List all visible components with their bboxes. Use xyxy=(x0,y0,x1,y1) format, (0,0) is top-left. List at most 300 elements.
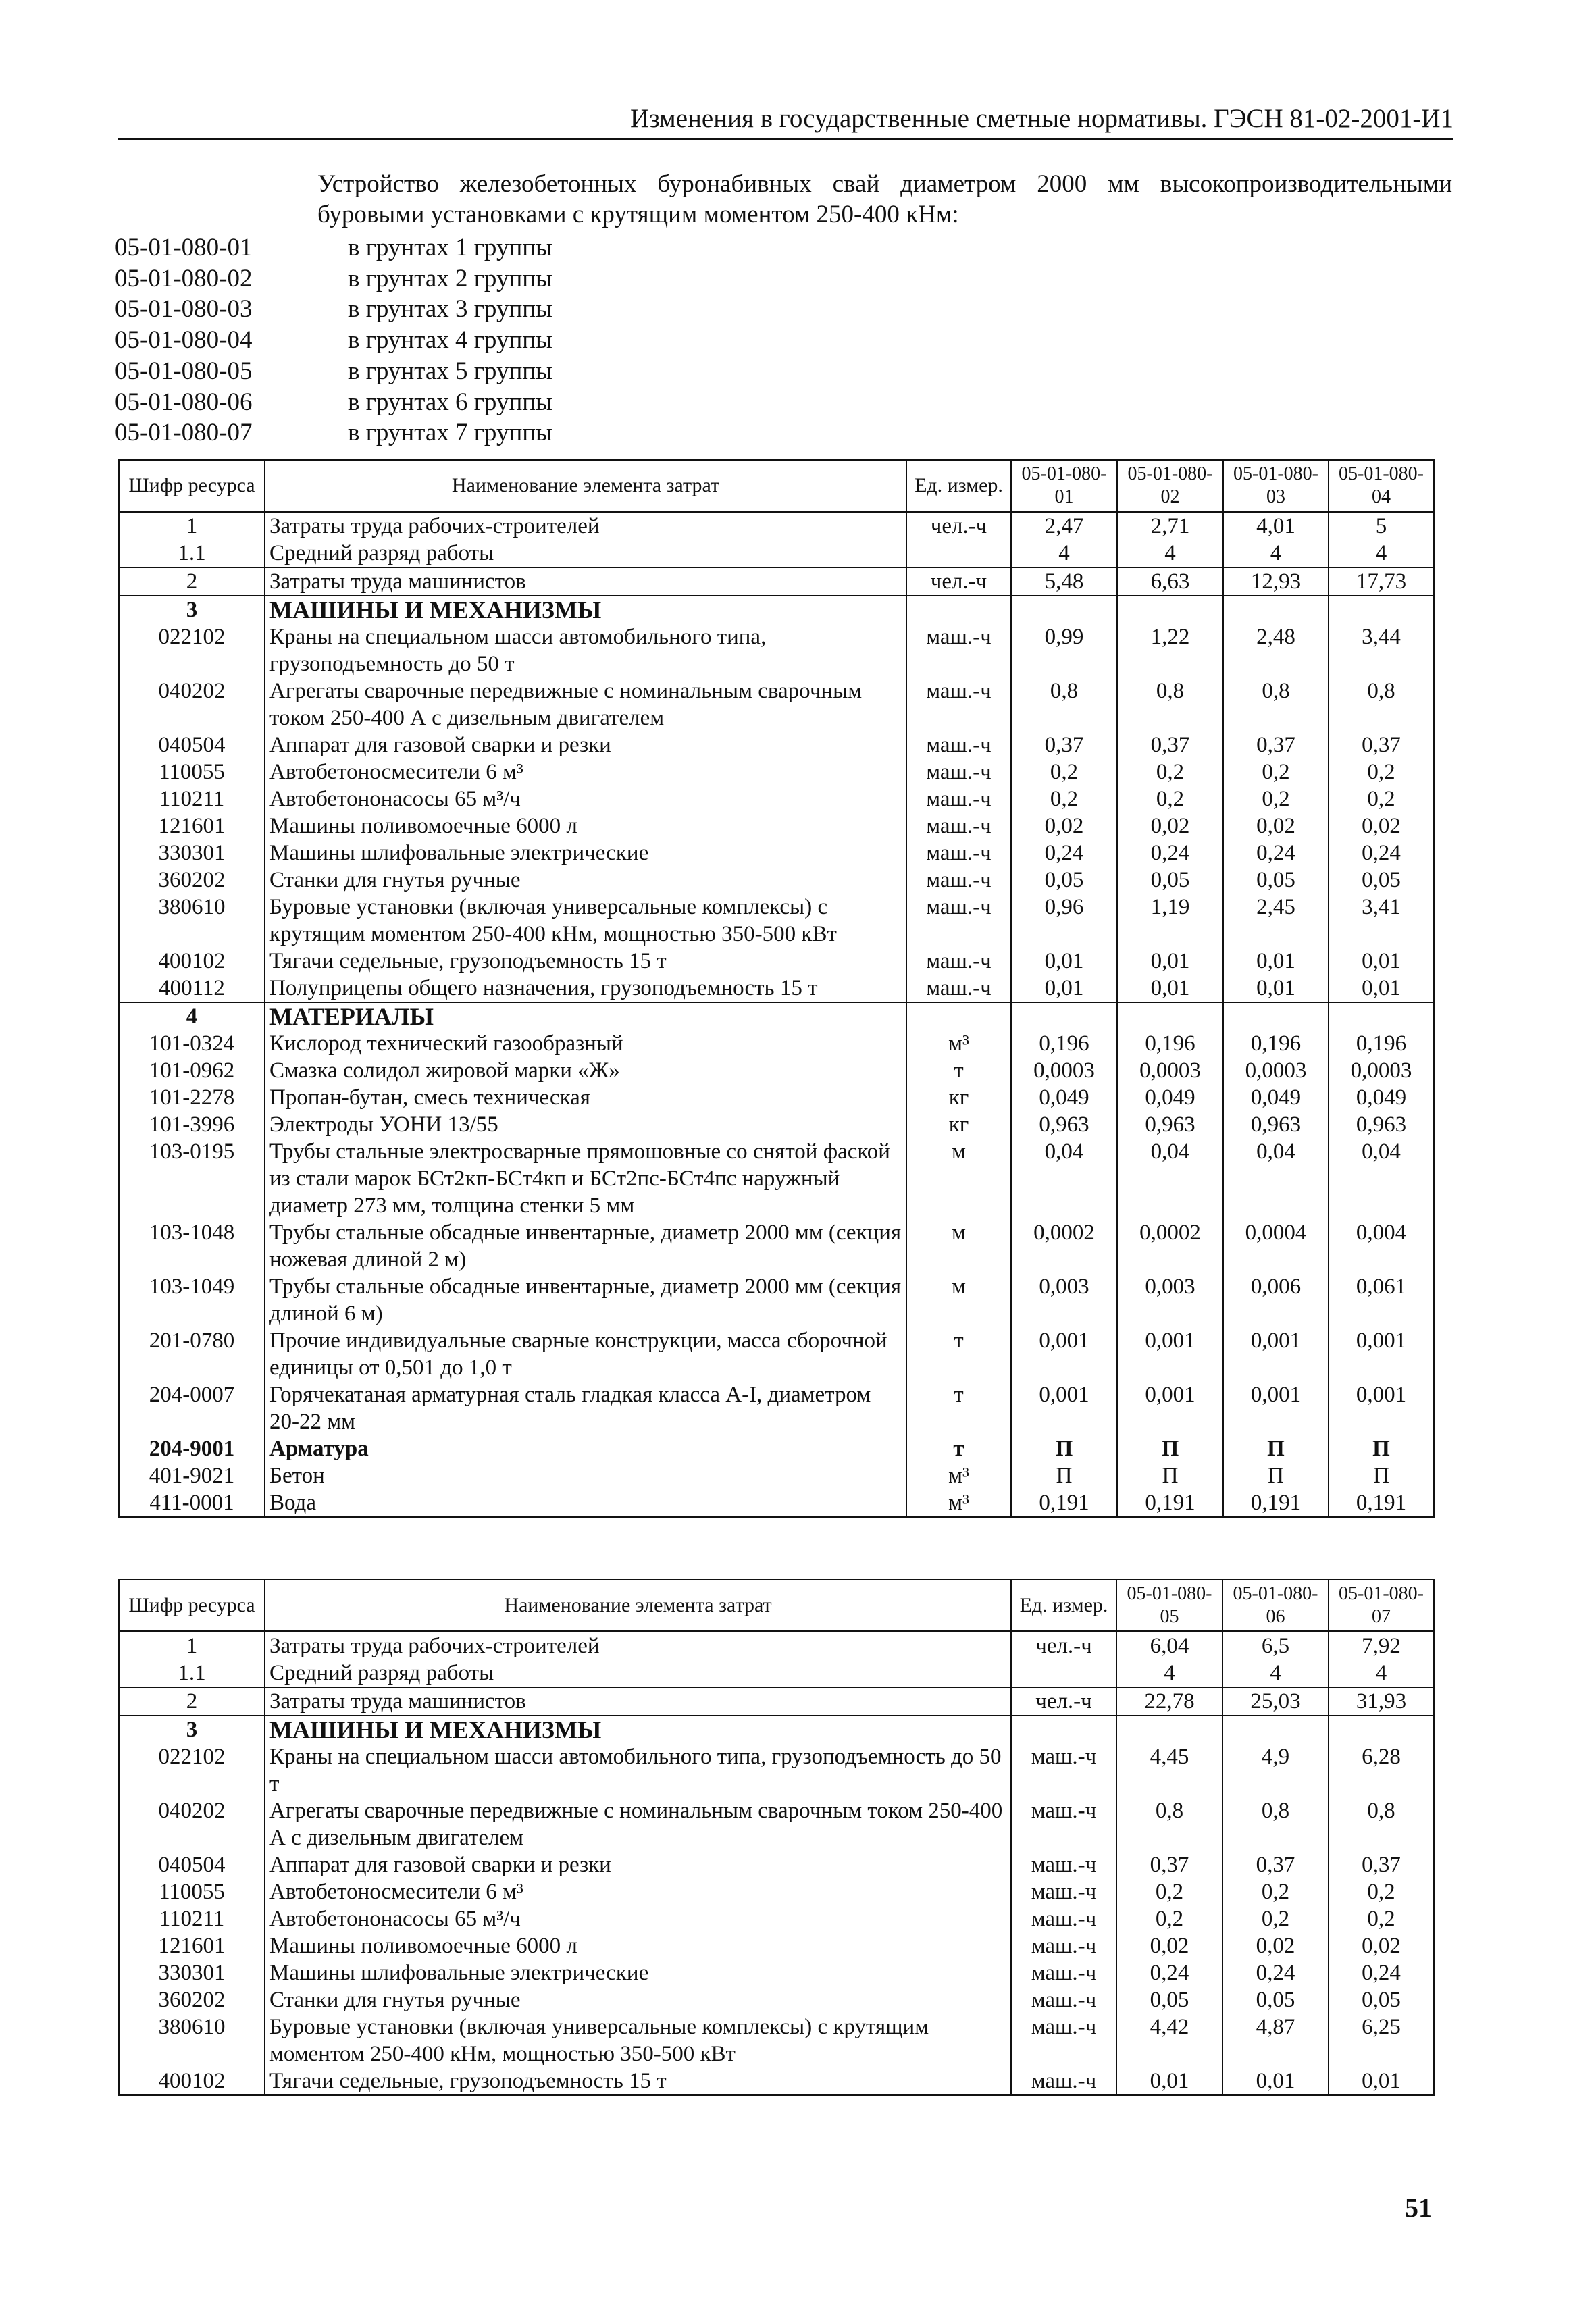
code-list-item xyxy=(115,325,552,356)
unit-of-measure: маш.-ч xyxy=(906,623,1011,677)
cost-element-name: Машины шлифовальные электрические xyxy=(265,840,906,867)
unit-of-measure: маш.-ч xyxy=(1011,1743,1116,1797)
norm-value: 0,2 xyxy=(1116,1905,1222,1932)
cost-element-name: Затраты труда машинистов xyxy=(265,1687,1011,1716)
col-header-resource-code: Шифр ресурса xyxy=(119,460,265,511)
section-header-row xyxy=(119,1716,1434,1743)
table-row xyxy=(119,1327,1434,1381)
norm-value: 0,01 xyxy=(1223,948,1329,975)
cost-element-name: Электроды УОНИ 13/55 xyxy=(265,1111,906,1138)
norm-value: 3,41 xyxy=(1329,894,1434,948)
table-row xyxy=(119,1462,1434,1489)
resource-code: 121601 xyxy=(119,1932,265,1959)
norm-value: П xyxy=(1117,1462,1223,1489)
unit-of-measure xyxy=(906,540,1011,567)
table-row xyxy=(119,1219,1434,1273)
norm-value: 0,049 xyxy=(1223,1084,1329,1111)
norm-value: 0,04 xyxy=(1117,1138,1223,1219)
norm-value: 4,45 xyxy=(1116,1743,1222,1797)
norm-value: 0,05 xyxy=(1223,867,1329,894)
unit-of-measure: т xyxy=(906,1057,1011,1084)
unit-of-measure xyxy=(1011,1660,1116,1687)
code-description: в грунтах 2 группы xyxy=(348,264,552,292)
table-row xyxy=(119,1381,1434,1435)
resource-code: 101-0962 xyxy=(119,1057,265,1084)
norm-value: 0,2 xyxy=(1329,1905,1434,1932)
norm-value: 0,2 xyxy=(1329,786,1434,813)
cost-element-name: Трубы стальные обсадные инвентарные, диаметр 2000 мм (секция ножевая длиной 2 м) xyxy=(265,1219,906,1273)
resource-table-1 xyxy=(118,459,1435,1518)
col-header-unit: Ед. измер. xyxy=(906,460,1011,511)
resource-code: 022102 xyxy=(119,1743,265,1797)
norm-value: 0,05 xyxy=(1117,867,1223,894)
resource-code: 330301 xyxy=(119,840,265,867)
norm-value: 0,196 xyxy=(1329,1030,1434,1057)
resource-code: 110055 xyxy=(119,759,265,786)
norm-value: 0,05 xyxy=(1011,867,1117,894)
norm-value: 7,92 xyxy=(1329,1631,1434,1660)
resource-code: 110211 xyxy=(119,1905,265,1932)
norm-value: П xyxy=(1329,1462,1434,1489)
norm-value: 0,2 xyxy=(1329,1878,1434,1905)
unit-of-measure: чел.-ч xyxy=(1011,1631,1116,1660)
resource-code: 1 xyxy=(119,1631,265,1660)
norm-value xyxy=(1117,596,1223,623)
norm-value: 0,24 xyxy=(1329,1959,1434,1986)
resource-code: 101-0324 xyxy=(119,1030,265,1057)
resource-code: 3 xyxy=(119,596,265,623)
resource-code: 4 xyxy=(119,1002,265,1030)
unit-of-measure: маш.-ч xyxy=(1011,2013,1116,2067)
norm-value: 0,191 xyxy=(1011,1489,1117,1517)
unit-of-measure xyxy=(1011,1716,1116,1743)
resource-code: 110211 xyxy=(119,786,265,813)
norm-value: 0,191 xyxy=(1117,1489,1223,1517)
norm-value: 4,42 xyxy=(1116,2013,1222,2067)
norm-value: 0,02 xyxy=(1011,813,1117,840)
unit-of-measure: маш.-ч xyxy=(906,786,1011,813)
cost-element-name: Краны на специальном шасси автомобильного типа, грузоподъемность до 50 т xyxy=(265,623,906,677)
header-title: Изменения в государственные сметные нормативы. ГЭСН 81-02-2001-И1 xyxy=(630,104,1453,133)
cost-element-name: Затраты труда машинистов xyxy=(265,567,906,596)
unit-of-measure: маш.-ч xyxy=(906,975,1011,1002)
code-description: в грунтах 6 группы xyxy=(348,388,552,416)
norm-value: 0,2 xyxy=(1116,1878,1222,1905)
norm-value: 0,02 xyxy=(1223,813,1329,840)
norm-value: 4 xyxy=(1329,1660,1434,1687)
norm-value: 0,96 xyxy=(1011,894,1117,948)
table-row xyxy=(119,731,1434,759)
norm-value: 4,9 xyxy=(1222,1743,1329,1797)
cost-element-name: Средний разряд работы xyxy=(265,1660,1011,1687)
norm-value: 0,006 xyxy=(1223,1273,1329,1327)
unit-of-measure: маш.-ч xyxy=(906,677,1011,731)
norm-value: 17,73 xyxy=(1329,567,1434,596)
col-header-cost-element: Наименование элемента затрат xyxy=(265,460,906,511)
norm-value: 0,24 xyxy=(1223,840,1329,867)
code-number: 05-01-080-02 xyxy=(115,264,253,292)
page-header xyxy=(118,101,1453,140)
col-header-norm-03: 05-01-080-03 xyxy=(1223,460,1329,511)
resource-code: 103-1048 xyxy=(119,1219,265,1273)
norm-value: 0,01 xyxy=(1117,975,1223,1002)
norm-value: 0,8 xyxy=(1011,677,1117,731)
resource-code: 040202 xyxy=(119,1797,265,1851)
table-row xyxy=(119,1273,1434,1327)
resource-code: 400102 xyxy=(119,948,265,975)
table-row xyxy=(119,1687,1434,1716)
norm-value: 0,01 xyxy=(1329,948,1434,975)
unit-of-measure: кг xyxy=(906,1084,1011,1111)
norm-value: 0,2 xyxy=(1222,1878,1329,1905)
norm-value: 31,93 xyxy=(1329,1687,1434,1716)
code-description: в грунтах 3 группы xyxy=(348,295,552,324)
norm-value: 0,24 xyxy=(1329,840,1434,867)
resource-code: 101-2278 xyxy=(119,1084,265,1111)
unit-of-measure: маш.-ч xyxy=(1011,1932,1116,1959)
resource-code: 400102 xyxy=(119,2067,265,2095)
norm-value: 0,2 xyxy=(1222,1905,1329,1932)
table-row xyxy=(119,567,1434,596)
norm-value: 0,963 xyxy=(1329,1111,1434,1138)
unit-of-measure: м xyxy=(906,1219,1011,1273)
norm-value: П xyxy=(1117,1435,1223,1462)
norm-value: 0,01 xyxy=(1011,975,1117,1002)
norm-value: 6,63 xyxy=(1117,567,1223,596)
norm-value: 4 xyxy=(1329,540,1434,567)
resource-code: 040202 xyxy=(119,677,265,731)
norm-value: 0,37 xyxy=(1329,731,1434,759)
resource-code: 330301 xyxy=(119,1959,265,1986)
unit-of-measure: маш.-ч xyxy=(906,894,1011,948)
norm-value: 0,196 xyxy=(1011,1030,1117,1057)
norm-value: 1,19 xyxy=(1117,894,1223,948)
norm-value: 4 xyxy=(1116,1660,1222,1687)
table-row xyxy=(119,1631,1434,1660)
norm-value: 0,99 xyxy=(1011,623,1117,677)
col-header-cost-element: Наименование элемента затрат xyxy=(265,1580,1011,1631)
cost-element-name: Автобетононасосы 65 м³/ч xyxy=(265,1905,1011,1932)
norm-value: П xyxy=(1223,1435,1329,1462)
cost-element-name: МАШИНЫ И МЕХАНИЗМЫ xyxy=(265,596,906,623)
table-row xyxy=(119,1932,1434,1959)
resource-code: 103-1049 xyxy=(119,1273,265,1327)
page-number: 51 xyxy=(1405,2192,1432,2223)
norm-value xyxy=(1329,1716,1434,1743)
cost-element-name: Тягачи седельные, грузоподъемность 15 т xyxy=(265,948,906,975)
norm-value: 2,48 xyxy=(1223,623,1329,677)
cost-element-name: Аппарат для газовой сварки и резки xyxy=(265,731,906,759)
norm-value: 0,01 xyxy=(1222,2067,1329,2095)
unit-of-measure: кг xyxy=(906,1111,1011,1138)
norm-value: 0,02 xyxy=(1116,1932,1222,1959)
resource-code: 1.1 xyxy=(119,540,265,567)
norm-value: П xyxy=(1011,1435,1117,1462)
norm-value: 0,24 xyxy=(1011,840,1117,867)
norm-value: 0,02 xyxy=(1329,1932,1434,1959)
norm-value: 0,01 xyxy=(1223,975,1329,1002)
norm-value: 0,8 xyxy=(1329,1797,1434,1851)
cost-element-name: Вода xyxy=(265,1489,906,1517)
norm-value: 4 xyxy=(1117,540,1223,567)
unit-of-measure: маш.-ч xyxy=(906,948,1011,975)
col-header-unit: Ед. измер. xyxy=(1011,1580,1116,1631)
norm-value xyxy=(1011,1002,1117,1030)
norm-value: 4 xyxy=(1011,540,1117,567)
norm-value: 0,2 xyxy=(1223,786,1329,813)
norm-value: 0,191 xyxy=(1223,1489,1329,1517)
resource-code: 121601 xyxy=(119,813,265,840)
unit-of-measure: т xyxy=(906,1381,1011,1435)
norm-value: 0,0003 xyxy=(1011,1057,1117,1084)
norm-value xyxy=(1329,596,1434,623)
cost-element-name: Пропан-бутан, смесь техническая xyxy=(265,1084,906,1111)
cost-element-name: Машины поливомоечные 6000 л xyxy=(265,1932,1011,1959)
norm-value: 0,2 xyxy=(1329,759,1434,786)
norm-value: 0,2 xyxy=(1117,759,1223,786)
table-row xyxy=(119,1851,1434,1878)
norm-value: 0,8 xyxy=(1223,677,1329,731)
norm-value: 0,01 xyxy=(1011,948,1117,975)
code-number: 05-01-080-04 xyxy=(115,326,253,355)
norm-value: 2,45 xyxy=(1223,894,1329,948)
cost-element-name: Буровые установки (включая универсальные комплексы) с крутящим моментом 250-400 кНм, мощностью 350-500 кВт xyxy=(265,894,906,948)
norm-value: 0,049 xyxy=(1117,1084,1223,1111)
cost-element-name: Средний разряд работы xyxy=(265,540,906,567)
norm-value: 0,0004 xyxy=(1223,1219,1329,1273)
resource-code: 022102 xyxy=(119,623,265,677)
cost-element-name: Арматура xyxy=(265,1435,906,1462)
resource-code: 204-0007 xyxy=(119,1381,265,1435)
unit-of-measure: м xyxy=(906,1138,1011,1219)
norm-value: 0,04 xyxy=(1223,1138,1329,1219)
table-row xyxy=(119,2013,1434,2067)
norm-value: 0,05 xyxy=(1116,1986,1222,2013)
table-row xyxy=(119,1743,1434,1797)
cost-element-name: Аппарат для газовой сварки и резки xyxy=(265,1851,1011,1878)
resource-code: 101-3996 xyxy=(119,1111,265,1138)
norm-value: 0,01 xyxy=(1329,975,1434,1002)
table-row xyxy=(119,786,1434,813)
table-row xyxy=(119,623,1434,677)
code-list-item xyxy=(115,294,552,325)
norm-value: 0,2 xyxy=(1223,759,1329,786)
resource-code: 2 xyxy=(119,1687,265,1716)
unit-of-measure: маш.-ч xyxy=(906,813,1011,840)
cost-element-name: Прочие индивидуальные сварные конструкции, масса сборочной единицы от 0,501 до 1,0 т xyxy=(265,1327,906,1381)
resource-code: 110055 xyxy=(119,1878,265,1905)
table-row xyxy=(119,975,1434,1002)
unit-of-measure: маш.-ч xyxy=(1011,1959,1116,1986)
table-row xyxy=(119,1986,1434,2013)
norm-value: 0,02 xyxy=(1117,813,1223,840)
col-header-norm-02: 05-01-080-02 xyxy=(1117,460,1223,511)
section-header-row xyxy=(119,596,1434,623)
norm-value: 0,04 xyxy=(1329,1138,1434,1219)
resource-code: 401-9021 xyxy=(119,1462,265,1489)
norm-value: 4 xyxy=(1223,540,1329,567)
table-row xyxy=(119,1138,1434,1219)
norm-value xyxy=(1011,596,1117,623)
col-header-norm-07: 05-01-080-07 xyxy=(1329,1580,1434,1631)
norm-value: 0,0003 xyxy=(1117,1057,1223,1084)
norm-value: 0,37 xyxy=(1329,1851,1434,1878)
cost-element-name: Агрегаты сварочные передвижные с номинальным сварочным током 250-400 А с дизельным двигателем xyxy=(265,677,906,731)
norm-value: 0,05 xyxy=(1329,867,1434,894)
norm-value: 6,28 xyxy=(1329,1743,1434,1797)
cost-element-name: Автобетоносмесители 6 м³ xyxy=(265,1878,1011,1905)
resource-code: 400112 xyxy=(119,975,265,1002)
code-list xyxy=(115,232,552,448)
norm-value xyxy=(1117,1002,1223,1030)
code-list-item xyxy=(115,356,552,387)
code-list-item xyxy=(115,417,552,448)
resource-code: 103-0195 xyxy=(119,1138,265,1219)
unit-of-measure: маш.-ч xyxy=(906,840,1011,867)
resource-code: 360202 xyxy=(119,1986,265,2013)
norm-value: 0,003 xyxy=(1011,1273,1117,1327)
norm-value: 0,0002 xyxy=(1011,1219,1117,1273)
norm-value: 0,001 xyxy=(1011,1381,1117,1435)
unit-of-measure xyxy=(906,1002,1011,1030)
norm-value: 0,05 xyxy=(1329,1986,1434,2013)
code-list-item xyxy=(115,263,552,294)
table-row xyxy=(119,1030,1434,1057)
norm-value: 0,04 xyxy=(1011,1138,1117,1219)
norm-value: 0,963 xyxy=(1011,1111,1117,1138)
cost-element-name: Горячекатаная арматурная сталь гладкая класса А-I, диаметром 20-22 мм xyxy=(265,1381,906,1435)
col-header-resource-code: Шифр ресурса xyxy=(119,1580,265,1631)
table-header-row xyxy=(119,1580,1434,1631)
resource-code: 380610 xyxy=(119,2013,265,2067)
code-list-item xyxy=(115,387,552,418)
table-row xyxy=(119,840,1434,867)
norm-value: 0,24 xyxy=(1117,840,1223,867)
norm-value xyxy=(1329,1002,1434,1030)
table-row xyxy=(119,813,1434,840)
section-header-row xyxy=(119,1002,1434,1030)
cost-element-name: Затраты труда рабочих-строителей xyxy=(265,511,906,540)
unit-of-measure: маш.-ч xyxy=(1011,2067,1116,2095)
norm-value: 0,049 xyxy=(1011,1084,1117,1111)
cost-element-name: МАШИНЫ И МЕХАНИЗМЫ xyxy=(265,1716,1011,1743)
norm-value: 0,0002 xyxy=(1117,1219,1223,1273)
cost-element-name: Трубы стальные обсадные инвентарные, диаметр 2000 мм (секция длиной 6 м) xyxy=(265,1273,906,1327)
table-row xyxy=(119,1057,1434,1084)
norm-value: 0,001 xyxy=(1223,1327,1329,1381)
table-row xyxy=(119,1435,1434,1462)
code-number: 05-01-080-07 xyxy=(115,419,253,447)
cost-element-name: Затраты труда рабочих-строителей xyxy=(265,1631,1011,1660)
unit-of-measure: маш.-ч xyxy=(1011,1905,1116,1932)
code-number: 05-01-080-06 xyxy=(115,388,253,416)
norm-value: 0,37 xyxy=(1222,1851,1329,1878)
norm-value: 0,196 xyxy=(1223,1030,1329,1057)
table-row xyxy=(119,1111,1434,1138)
resource-code: 3 xyxy=(119,1716,265,1743)
code-number: 05-01-080-03 xyxy=(115,295,253,324)
resource-table-2 xyxy=(118,1579,1435,2096)
norm-value: 5 xyxy=(1329,511,1434,540)
resource-code: 201-0780 xyxy=(119,1327,265,1381)
resource-code: 360202 xyxy=(119,867,265,894)
cost-element-name: Автобетононасосы 65 м³/ч xyxy=(265,786,906,813)
norm-value: 0,01 xyxy=(1329,2067,1434,2095)
norm-value: П xyxy=(1011,1462,1117,1489)
unit-of-measure: маш.-ч xyxy=(1011,1851,1116,1878)
norm-value: П xyxy=(1223,1462,1329,1489)
code-number: 05-01-080-01 xyxy=(115,234,253,261)
unit-of-measure: чел.-ч xyxy=(906,511,1011,540)
norm-value: 0,01 xyxy=(1116,2067,1222,2095)
unit-of-measure: маш.-ч xyxy=(906,759,1011,786)
cost-element-name: Смазка солидол жировой марки «Ж» xyxy=(265,1057,906,1084)
norm-value: 0,37 xyxy=(1117,731,1223,759)
norm-value: 0,02 xyxy=(1222,1932,1329,1959)
code-description: в грунтах 1 группы xyxy=(348,234,552,261)
table-row xyxy=(119,540,1434,567)
norm-value: 0,2 xyxy=(1011,759,1117,786)
norm-value: 0,24 xyxy=(1116,1959,1222,1986)
resource-code: 040504 xyxy=(119,731,265,759)
table-row xyxy=(119,2067,1434,2095)
norm-value xyxy=(1223,1002,1329,1030)
norm-value: 0,8 xyxy=(1117,677,1223,731)
norm-value: 0,8 xyxy=(1222,1797,1329,1851)
table-row xyxy=(119,1878,1434,1905)
unit-of-measure: м³ xyxy=(906,1462,1011,1489)
norm-value: 2,47 xyxy=(1011,511,1117,540)
norm-value xyxy=(1116,1716,1222,1743)
norm-value: 0,004 xyxy=(1329,1219,1434,1273)
norm-value: 0,003 xyxy=(1117,1273,1223,1327)
unit-of-measure: м³ xyxy=(906,1030,1011,1057)
norm-value: 0,001 xyxy=(1011,1327,1117,1381)
col-header-norm-01: 05-01-080-01 xyxy=(1011,460,1117,511)
norm-value: 4 xyxy=(1222,1660,1329,1687)
norm-value: 0,196 xyxy=(1117,1030,1223,1057)
code-description: в грунтах 4 группы xyxy=(348,326,552,355)
table-row xyxy=(119,894,1434,948)
norm-value: 0,05 xyxy=(1222,1986,1329,2013)
unit-of-measure: маш.-ч xyxy=(906,731,1011,759)
norm-value: 22,78 xyxy=(1116,1687,1222,1716)
unit-of-measure: м³ xyxy=(906,1489,1011,1517)
cost-element-name: Станки для гнутья ручные xyxy=(265,867,906,894)
norm-value: 0,001 xyxy=(1329,1381,1434,1435)
norm-value: 0,2 xyxy=(1117,786,1223,813)
norm-value: 0,001 xyxy=(1117,1327,1223,1381)
resource-code: 380610 xyxy=(119,894,265,948)
cost-element-name: Краны на специальном шасси автомобильного типа, грузоподъемность до 50 т xyxy=(265,1743,1011,1797)
unit-of-measure: чел.-ч xyxy=(1011,1687,1116,1716)
norm-value: 0,01 xyxy=(1117,948,1223,975)
norm-value: 0,0003 xyxy=(1223,1057,1329,1084)
norm-value: 0,049 xyxy=(1329,1084,1434,1111)
norm-value: 0,963 xyxy=(1223,1111,1329,1138)
norm-value: 0,061 xyxy=(1329,1273,1434,1327)
norm-value: 12,93 xyxy=(1223,567,1329,596)
table-header-row xyxy=(119,460,1434,511)
table-row xyxy=(119,1959,1434,1986)
norm-value: 3,44 xyxy=(1329,623,1434,677)
norm-value: 4,01 xyxy=(1223,511,1329,540)
cost-element-name: Автобетоносмесители 6 м³ xyxy=(265,759,906,786)
norm-value: 0,191 xyxy=(1329,1489,1434,1517)
norm-value: 0,8 xyxy=(1116,1797,1222,1851)
resource-code: 040504 xyxy=(119,1851,265,1878)
table-body xyxy=(119,1631,1434,2095)
